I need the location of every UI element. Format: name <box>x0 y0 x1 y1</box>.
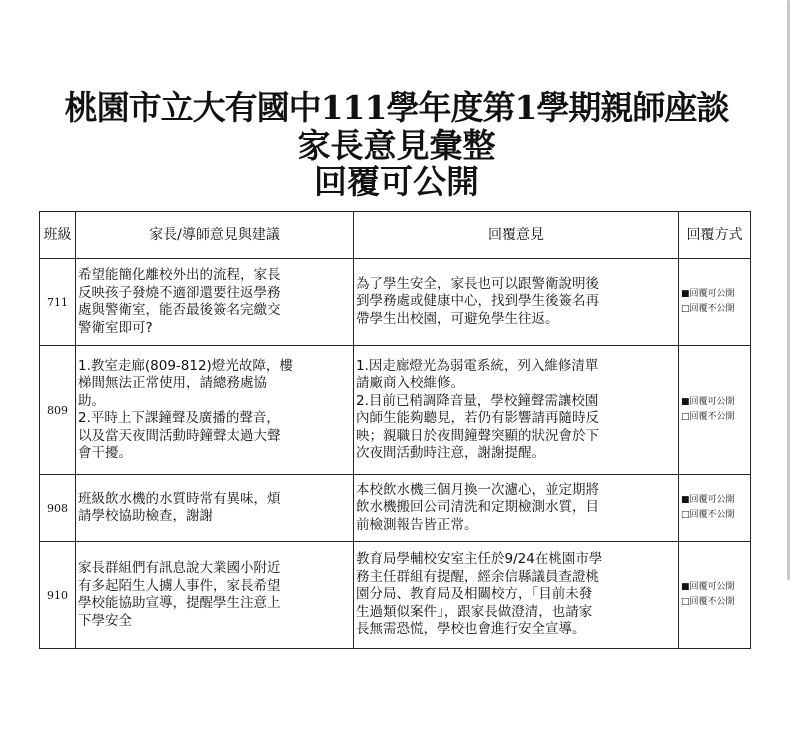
reply-line: 請廠商入校維修。 <box>356 375 464 391</box>
reply-cell <box>354 346 679 475</box>
public-option: ■回覆可公開 <box>681 495 735 505</box>
table-row <box>40 475 751 542</box>
opinion-cell <box>76 346 354 475</box>
reply-cell <box>354 259 679 346</box>
table-row <box>40 346 751 475</box>
public-option: ■回覆可公開 <box>681 397 735 407</box>
opinion-line: 反映孩子發燒不適卻還要往返學務 <box>78 284 281 301</box>
opinion-cell <box>76 259 354 346</box>
reply-line: 園分局、教育局及相關校方，「目前未發 <box>356 586 593 603</box>
opinion-line: 下學安全 <box>78 612 132 629</box>
reply-line: 生過類似案件」，跟家長做澄清，也請家 <box>356 603 593 620</box>
private-option: □回覆不公開 <box>681 597 735 607</box>
opinion-line: 家長群組們有訊息說大業國小附近 <box>78 560 281 576</box>
reply-line: 內師生能夠聽見，若仍有影響請再隨時反 <box>356 410 599 426</box>
reply-line: 映；親職日於夜間鐘聲突顯的狀況會於下 <box>356 427 599 444</box>
opinion-line: 處與警衛室，能否最後簽名完繳交 <box>78 302 281 318</box>
opinion-cell <box>76 542 354 649</box>
private-option: □回覆不公開 <box>681 510 735 520</box>
reply-line: 帶學生出校園，可避免學生往返。 <box>356 310 559 327</box>
reply-line: 務主任群組有提醒，經余信縣議員查證桃 <box>356 568 599 585</box>
reply-mode-cell <box>679 475 751 542</box>
reply-mode-cell <box>679 346 751 475</box>
reply-line: 2.目前已稍調降音量，學校鐘聲需讓校園 <box>356 392 599 409</box>
title-line-2: 家長意見彙整 <box>297 126 496 165</box>
class-cell: 910 <box>40 542 76 649</box>
scrollbar[interactable] <box>787 0 790 580</box>
reply-line: 為了學生安全，家長也可以跟警衛說明後 <box>356 275 599 292</box>
reply-mode-cell <box>679 259 751 346</box>
opinion-line: 有多起陌生人擄人事件，家長希望 <box>78 577 281 594</box>
class-cell: 809 <box>40 346 76 475</box>
document-title <box>0 88 793 200</box>
public-option: ■回覆可公開 <box>681 582 735 592</box>
reply-line: 次夜間活動時注意，謝謝提醒。 <box>356 445 545 461</box>
opinion-line: 班級飲水機的水質時常有異味，煩 <box>78 490 281 507</box>
header-mode: 回覆方式 <box>679 212 751 259</box>
opinion-cell <box>76 475 354 542</box>
public-option: ■回覆可公開 <box>681 289 735 299</box>
reply-line: 飲水機搬回公司清洗和定期檢測水質，目 <box>356 499 599 516</box>
opinion-line: 希望能簡化離校外出的流程，家長 <box>78 267 281 283</box>
table-header-row <box>40 212 751 259</box>
reply-line: 本校飲水機三個月換一次濾心，並定期將 <box>356 481 599 498</box>
title-line-1: 桃園市立大有國中111學年度第1學期親師座談 <box>64 88 729 127</box>
reply-mode-cell <box>679 542 751 649</box>
opinion-line: 學校能協助宣導，提醒學生注意上 <box>78 595 281 611</box>
opinion-line: 請學校協助檢查，謝謝 <box>78 508 213 524</box>
opinion-line: 以及當天夜間活動時鐘聲太過大聲 <box>78 427 281 444</box>
class-cell: 711 <box>40 259 76 346</box>
opinion-line: 會干擾。 <box>78 445 132 461</box>
reply-line: 到學務處或健康中心，找到學生後簽名再 <box>356 293 599 310</box>
header-class: 班級 <box>40 212 76 259</box>
reply-line: 1.因走廊燈光為弱電系統，列入維修清單 <box>356 357 599 374</box>
private-option: □回覆不公開 <box>681 304 735 314</box>
table-row <box>40 542 751 649</box>
reply-line: 教育局學輔校安室主任於9/24在桃園市學 <box>356 551 603 568</box>
opinion-line: 梯間無法正常使用，請總務處協 <box>78 375 267 391</box>
class-cell: 908 <box>40 475 76 542</box>
reply-line: 前檢測報告皆正常。 <box>356 516 478 533</box>
reply-line: 長無需恐慌，學校也會進行安全宣導。 <box>356 621 586 638</box>
reply-cell <box>354 475 679 542</box>
reply-cell <box>354 542 679 649</box>
title-line-3: 回覆可公開 <box>314 162 479 201</box>
opinion-line: 2.平時上下課鐘聲及廣播的聲音， <box>78 410 280 426</box>
private-option: □回覆不公開 <box>681 412 735 422</box>
opinion-line: 警衛室即可? <box>78 319 153 336</box>
header-opinion: 家長/導師意見與建議 <box>76 212 354 259</box>
opinion-line: 1.教室走廊(809-812)燈光故障，樓 <box>78 357 293 374</box>
header-reply: 回覆意見 <box>354 212 679 259</box>
opinion-line: 助。 <box>78 392 105 409</box>
table-row <box>40 259 751 346</box>
opinion-table <box>39 211 751 649</box>
